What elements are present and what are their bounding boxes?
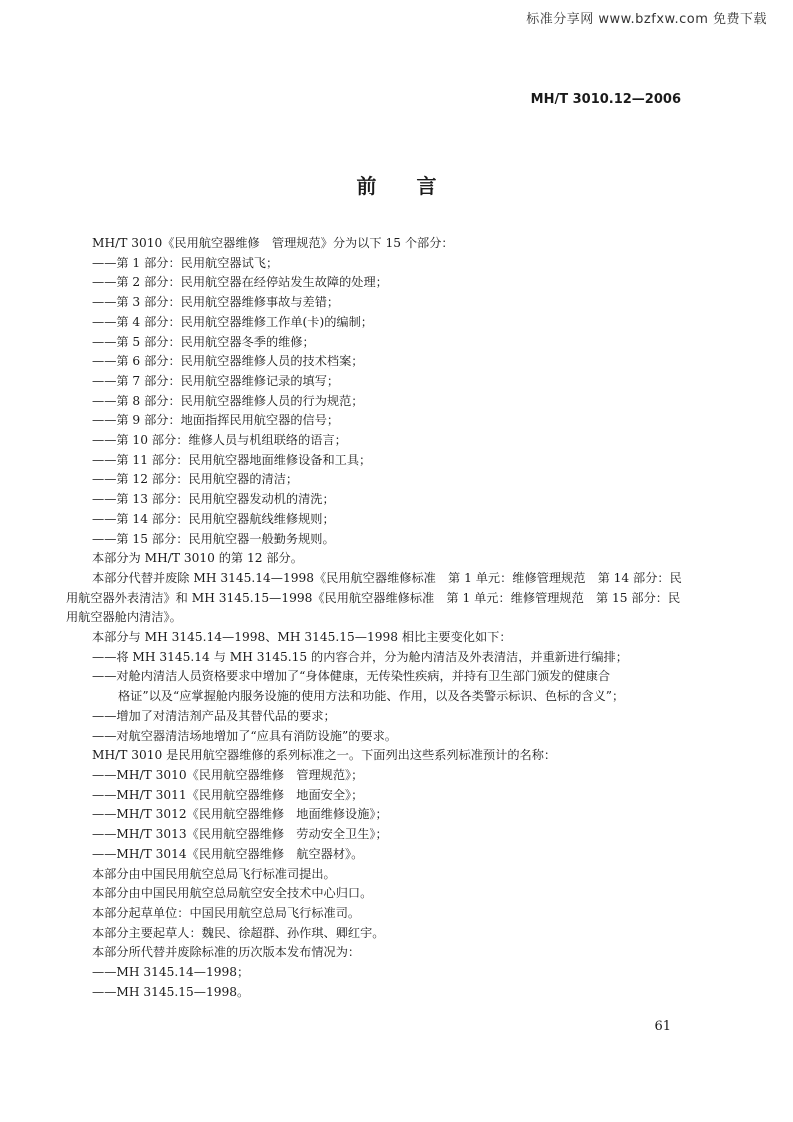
list-item: ——MH/T 3012《民用航空器维修 地面维修设施》； <box>92 807 388 822</box>
list-item: ——第 13 部分：民用航空器发动机的清洗； <box>92 492 335 507</box>
series-intro-paragraph: MH/T 3010 是民用航空器维修的系列标准之一。下面列出这些系列标准预计的名称： <box>92 748 557 763</box>
list-item: ——第 1 部分：民用航空器试飞； <box>92 255 279 270</box>
list-item: ——第 4 部分：民用航空器维修工作单(卡)的编制； <box>92 314 373 329</box>
list-item: ——第 15 部分：民用航空器一般勤务规则。 <box>92 531 335 546</box>
list-item: ——MH 3145.14—1998； <box>92 965 250 980</box>
page-number: 61 <box>654 1019 671 1034</box>
list-item: ——第 9 部分：地面指挥民用航空器的信号； <box>92 413 340 428</box>
managed-by-paragraph: 本部分由中国民用航空总局航空安全技术中心归口。 <box>92 886 373 901</box>
list-item: ——第 7 部分：民用航空器维修记录的填写； <box>92 373 340 388</box>
parts-list <box>66 254 692 550</box>
list-item: ——第 14 部分：民用航空器航线维修规则； <box>92 511 335 526</box>
series-list <box>66 766 692 865</box>
list-item: ——第 3 部分：民用航空器维修事故与差错； <box>92 295 340 310</box>
list-item: ——将 MH 3145.14 与 MH 3145.15 的内容合并，分为舱内清洁及外表清洁，并重新进行编排； <box>92 649 628 664</box>
list-item: ——MH/T 3010《民用航空器维修 管理规范》； <box>92 767 364 782</box>
list-item: ——对航空器清洁场地增加了“应具有消防设施”的要求。 <box>92 728 397 743</box>
list-item: ——第 10 部分：维修人员与机组联络的语言； <box>92 433 347 448</box>
list-item: ——第 11 部分：民用航空器地面维修设备和工具； <box>92 452 372 467</box>
proposed-by-paragraph: 本部分由中国民用航空总局飞行标准司提出。 <box>92 866 336 881</box>
drafters-paragraph: 本部分主要起草人：魏民、徐超群、孙作琪、卿红宇。 <box>92 925 385 940</box>
list-item: ——第 12 部分：民用航空器的清洁； <box>92 472 299 487</box>
drafted-by-paragraph: 本部分起草单位：中国民用航空总局飞行标准司。 <box>92 905 361 920</box>
list-item: ——MH 3145.15—1998。 <box>92 984 250 999</box>
intro-paragraph: MH/T 3010《民用航空器维修 管理规范》分为以下 15 个部分： <box>92 236 454 250</box>
this-part-paragraph: 本部分为 MH/T 3010 的第 12 部分。 <box>92 551 303 566</box>
list-item: ——MH/T 3013《民用航空器维修 劳动安全卫生》； <box>92 827 388 842</box>
list-item: ——对舱内清洁人员资格要求中增加了“身体健康，无传染性疾病，并持有卫生部门颁发的健康合 <box>92 669 611 684</box>
changes-list <box>66 648 692 747</box>
standard-code: MH/T 3010.12—2006 <box>530 92 681 107</box>
document-body <box>66 234 692 1002</box>
list-item: ——第 8 部分：民用航空器维修人员的行为规范； <box>92 393 364 408</box>
list-item: ——MH/T 3014《民用航空器维修 航空器材》。 <box>92 846 364 861</box>
page-title: 前言 <box>356 174 477 198</box>
watermark: 标准分享网 www.bzfxw.com 免费下载 <box>526 12 767 27</box>
replaces-paragraph: 本部分代替并废除 MH 3145.14—1998《民用航空器维修标准 第 1 单元：维修管理规范 第 14 部分：民用航空器外表清洁》和 MH 3145.15—1998《民用航空器维修标准 第 1 单元：维修管理规范 第 15 部分：民用航空器舱内清洁》。 <box>66 570 682 625</box>
list-item: ——第 2 部分：民用航空器在经停站发生故障的处理； <box>92 275 388 290</box>
history-intro-paragraph: 本部分所代替并废除标准的历次版本发布情况为： <box>92 945 361 960</box>
list-item: ——MH/T 3011《民用航空器维修 地面安全》； <box>92 787 364 802</box>
changes-intro-paragraph: 本部分与 MH 3145.14—1998、MH 3145.15—1998 相比主要变化如下： <box>92 630 512 645</box>
list-item-continuation: 格证”以及“应掌握舱内服务设施的使用方法和功能、作用，以及各类警示标识、色标的含义”； <box>118 689 625 704</box>
list-item: ——增加了对清洁剂产品及其替代品的要求； <box>92 708 336 723</box>
list-item: ——第 6 部分：民用航空器维修人员的技术档案； <box>92 354 364 369</box>
history-list <box>66 963 692 1002</box>
list-item: ——第 5 部分：民用航空器冬季的维修； <box>92 334 315 349</box>
